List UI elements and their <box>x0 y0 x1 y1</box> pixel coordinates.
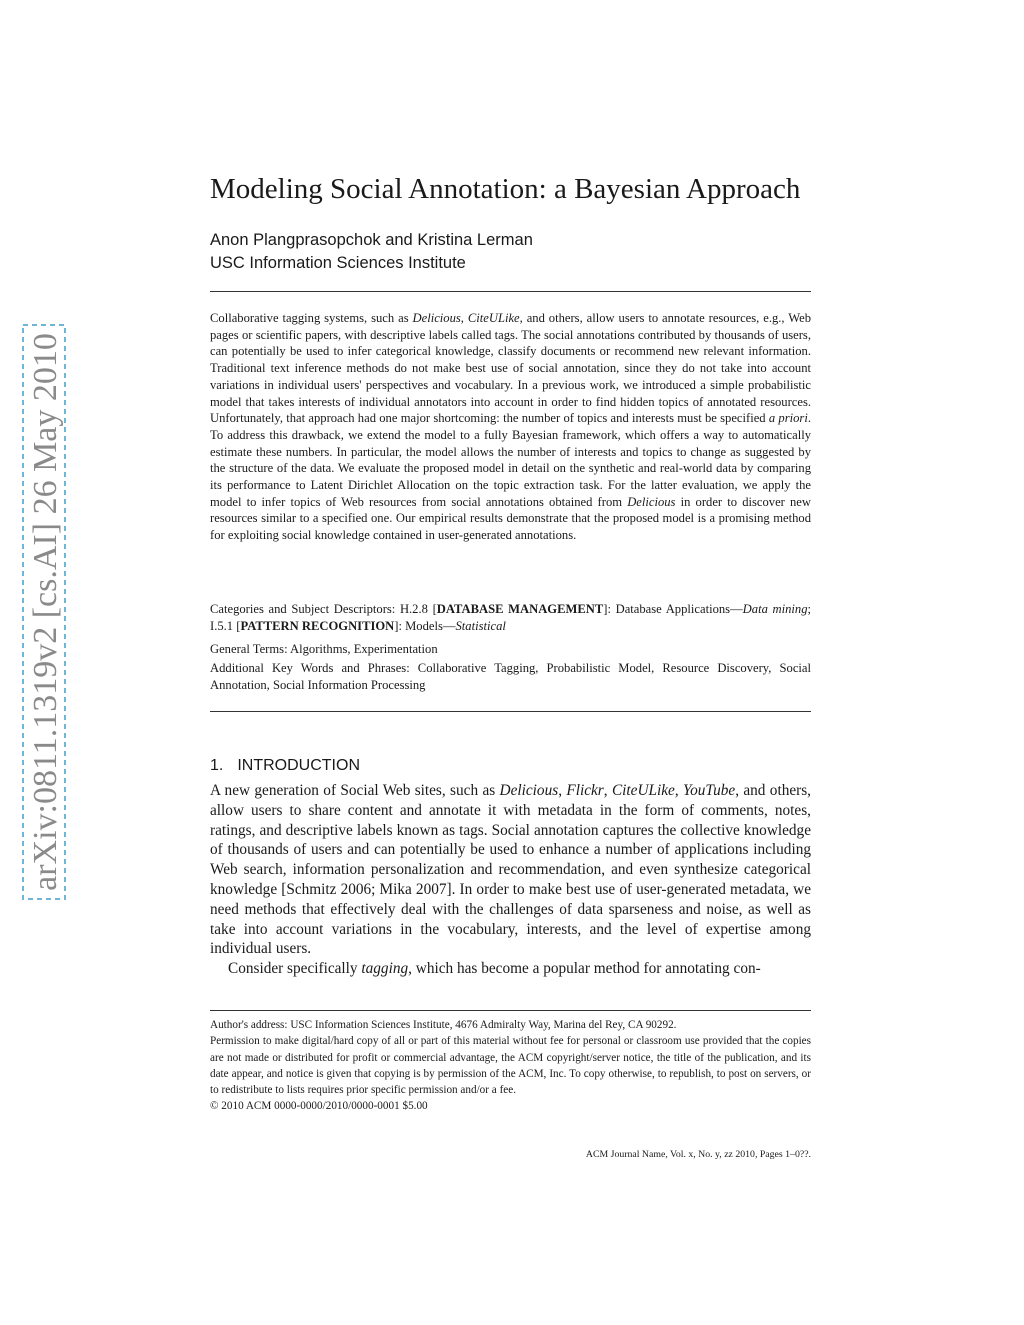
affiliation: USC Information Sciences Institute <box>210 254 466 272</box>
permission-notice: Permission to make digital/hard copy of all or part of this material without fee for personal or classroom use provided that the copies are not made or distributed for profit or commercial advantage, the ACM copyright/server notice, the title of the publication, and its date appear, and notice is given that copying is by permission of the ACM, Inc. To copy otherwise, to republish, to post on servers, or to redistribute to lists requires prior specific permission and/or a fee. <box>210 1035 811 1097</box>
abstract: Collaborative tagging systems, such as Delicious, CiteULike, and others, allow users to annotate resources, e.g., Web pages or scientific papers, with descriptive labels called tags. The social annotations contributed by thousands of users, can potentially be used to infer categorical knowledge, classify documents or recommend new relevant information. Traditional text inference methods do not make best use of social annotation, since they do not take into account variations in individual users' perspectives and vocabulary. In a previous work, we introduced a simple probabilistic model that takes interests of individual annotators into account in order to find hidden topics of annotated resources. Unfortunately, that approach had one major shortcoming: the number of topics and interests must be specified a priori. To address this drawback, we extend the model to a fully Bayesian framework, which offers a way to automatically estimate these numbers. In particular, the model allows the number of interests and topics to change as suggested by the structure of the data. We evaluate the proposed model in detail on the synthetic and real-world data by comparing its performance to Latent Dirichlet Allocation on the topic extraction task. For the latter evaluation, we apply the model to infer topics of Web resources from social annotations obtained from Delicious in order to discover new resources similar to a specified one. Our empirical results demonstrate that the proposed model is a promising method for exploiting social knowledge contained in user-generated annotations. <box>210 311 812 543</box>
paragraph: A new generation of Social Web sites, such as Delicious, Flickr, CiteULike, YouTube, and others, allow users to share content and annotate it with metadata in the form of comments, notes, ratings, and descriptive labels known as tags. Social annotation captures the collective knowledge of thousands of users and can potentially be used to enhance a number of applications including Web search, information personalization and recommendation, and even synthesize categorical knowledge [Schmitz 2006; Mika 2007]. In order to make best use of user-generated metadata, we need methods that effectively deal with the challenges of data sparseness and noise, as well as take into account variations in the vocabulary, interests, and the level of expertise among individual users. <box>210 782 812 958</box>
section-heading <box>210 755 360 777</box>
section-title: INTRODUCTION <box>237 757 360 774</box>
copyright-line: © 2010 ACM 0000-0000/2010/0000-0001 $5.00 <box>210 1100 428 1113</box>
section-number: 1. <box>210 757 224 774</box>
author-block <box>210 229 533 275</box>
journal-footer: ACM Journal Name, Vol. x, No. y, zz 2010, Pages 1–0??. <box>585 1149 811 1160</box>
author-address: Author's address: USC Information Sciences Institute, 4676 Admiralty Way, Marina del Rey, CA 90292. <box>210 1019 677 1031</box>
footnote-rule <box>210 1010 811 1011</box>
paragraph: Consider specifically tagging, which has become a popular method for annotating con- <box>228 960 761 978</box>
arxiv-stamp <box>20 323 68 901</box>
keywords: Additional Key Words and Phrases: Collaborative Tagging, Probabilistic Model, Resource Discovery, Social Annotation, Social Information Processing <box>210 661 811 692</box>
paper-title: Modeling Social Annotation: a Bayesian Approach <box>210 173 801 205</box>
introduction-body <box>210 781 811 979</box>
subject-descriptors: Categories and Subject Descriptors: H.2.8 [DATABASE MANAGEMENT]: Database Applications—Data mining; I.5.1 [PATTERN RECOGNITION]: Models—Statistical <box>210 602 811 633</box>
abstract-rule <box>210 711 811 712</box>
footnote <box>210 1017 811 1115</box>
general-terms: General Terms: Algorithms, Experimentation <box>210 642 438 656</box>
header-rule <box>210 291 811 292</box>
authors: Anon Plangprasopchok and Kristina Lerman <box>210 231 533 249</box>
arxiv-identifier: arXiv:0811.1319v2 [cs.AI] 26 May 2010 <box>27 333 64 891</box>
